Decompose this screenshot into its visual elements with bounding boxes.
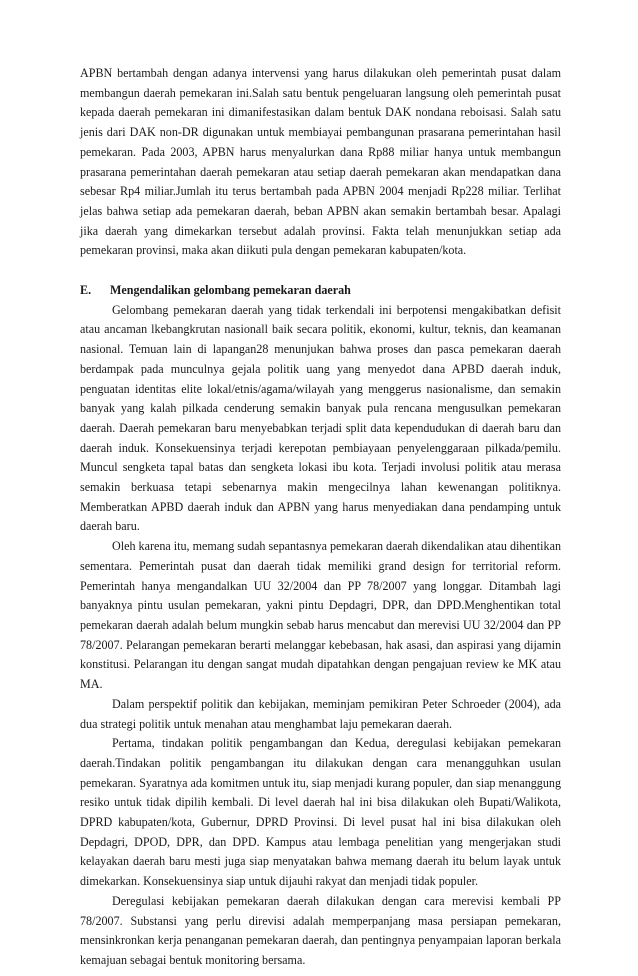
section-heading xyxy=(80,281,561,301)
body-paragraph: Gelombang pemekaran daerah yang tidak terkendali ini berpotensi mengakibatkan defisit atau ancaman lkebangkrutan nasionall baik secara politik, ekonomi, kultur, teknis, dan keamanan nasional. Temuan lain di lapangan28 menunjukan bahwa proses dan pasca pemekaran daerah berdampak pada munculnya gejala politik uang yang menyedot dana APBD daerah induk, penguatan identitas elite lokal/etnis/agama/wilayah yang menggerus nasionalisme, dan semakin banyak yang kalah pilkada cenderung semakin banyak pula rencana mengusulkan pemekaran daerah. Daerah pemekaran baru menyebabkan terjadi split data kependudukan di daerah baru dan daerah induk. Konsekuensinya terjadi kerepotan pembiayaan penyelenggaraan pilkada/pemilu. Muncul sengketa tapal batas dan sengketa lokasi ibu kota. Terjadi involusi politik atau merasa semakin berkuasa tetapi sebenarnya makin mengecilnya lahan kewenangan politiknya. Memberatkan APBD daerah induk dan APBN yang harus menyediakan dana pendamping untuk daerah baru. xyxy=(80,302,561,534)
body-paragraph: Oleh karena itu, memang sudah sepantasnya pemekaran daerah dikendalikan atau dihentikan sementara. Pemerintah pusat dan daerah tidak memiliki grand design for territorial reform. Pemerintah hanya mengandalkan UU 32/2004 dan PP 78/2007 yang longgar. Ditambah lagi banyaknya pintu usulan pemekaran, yakni pintu Depdagri, DPR, dan DPD.Menghentikan total pemekaran daerah adalah belum mungkin sebab harus mencabut dan merevisi UU 32/2004 dan PP 78/2007. Pelarangan pemekaran berarti melanggar kebebasan, hak asasi, dan aspirasi yang dijamin konstitusi. Pelarangan itu dengan sangat mudah dipatahkan dengan pengajuan review ke MK atau MA. xyxy=(80,539,561,692)
section-letter: E. xyxy=(80,283,92,298)
body-paragraph: Deregulasi kebijakan pemekaran daerah dilakukan dengan cara merevisi kembali PP 78/2007. Substansi yang perlu direvisi adalah memperpanjang masa persiapan pemekaran, mensinkronkan kerja penanganan pemekaran daerah, dan pentingnya penyampaian laporan berkala kemajuan sebagai bentuk monitoring bersama. xyxy=(80,893,561,967)
body-paragraph: Pertama, tindakan politik pengambangan dan Kedua, deregulasi kebijakan pemekaran daerah.Tindakan politik pengambangan itu dilakukan dengan cara menangguhkan usulan pemekaran. Syaratnya ada komitmen untuk itu, siap menjadi kurang populer, dan siap menanggung resiko untuk tidak dipilih kembali. Di level daerah hal ini bisa dilakukan oleh Bupati/Walikota, DPRD kabupaten/kota, Gubernur, DPRD Provinsi. Di level pusat hal ini bisa dilakukan oleh Depdagri, DPOD, DPR, dan DPD. Kampus atau lembaga penelitian yang mengerjakan studi kelayakan daerah baru mesti juga siap menyatakan bahwa memang daerah itu belum layak untuk dimekarkan. Konsekuensinya siap untuk dijauhi rakyat dan menjadi tidak populer. xyxy=(80,736,561,889)
body-paragraph: Dalam perspektif politik dan kebijakan, meminjam pemikiran Peter Schroeder (2004), ada dua strategi politik untuk menahan atau menghambat laju pemekaran daerah. xyxy=(80,696,561,731)
intro-paragraph: APBN bertambah dengan adanya intervensi yang harus dilakukan oleh pemerintah pusat dalam membangun daerah pemekaran ini.Salah satu bentuk pengeluaran langsung oleh pemerintah pusat kepada daerah pemekaran ini dimanifestasikan dalam bentuk DAK nondana reboisasi. Salah satu jenis dari DAK non-DR digunakan untuk membiayai pembangunan prasarana pemerintahan hasil pemekaran. Pada 2003, APBN harus menyalurkan dana Rp88 miliar hanya untuk membangun prasarana pemerintahan daerah pemekaran atau setiap daerah pemekaran akan mendapatkan dana sebesar Rp4 miliar.Jumlah itu terus bertambah pada APBN 2004 menjadi Rp228 miliar. Terlihat jelas bahwa setiap ada pemekaran daerah, beban APBN akan semakin bertambah besar. Apalagi jika daerah yang dimekarkan tersebut adalah provinsi. Fakta telah menunjukkan setiap ada pemekaran provinsi, maka akan diikuti pula dengan pemekaran kabupaten/kota. xyxy=(80,66,561,258)
section-title: Mengendalikan gelombang pemekaran daerah xyxy=(110,283,351,298)
document-page xyxy=(80,64,561,971)
